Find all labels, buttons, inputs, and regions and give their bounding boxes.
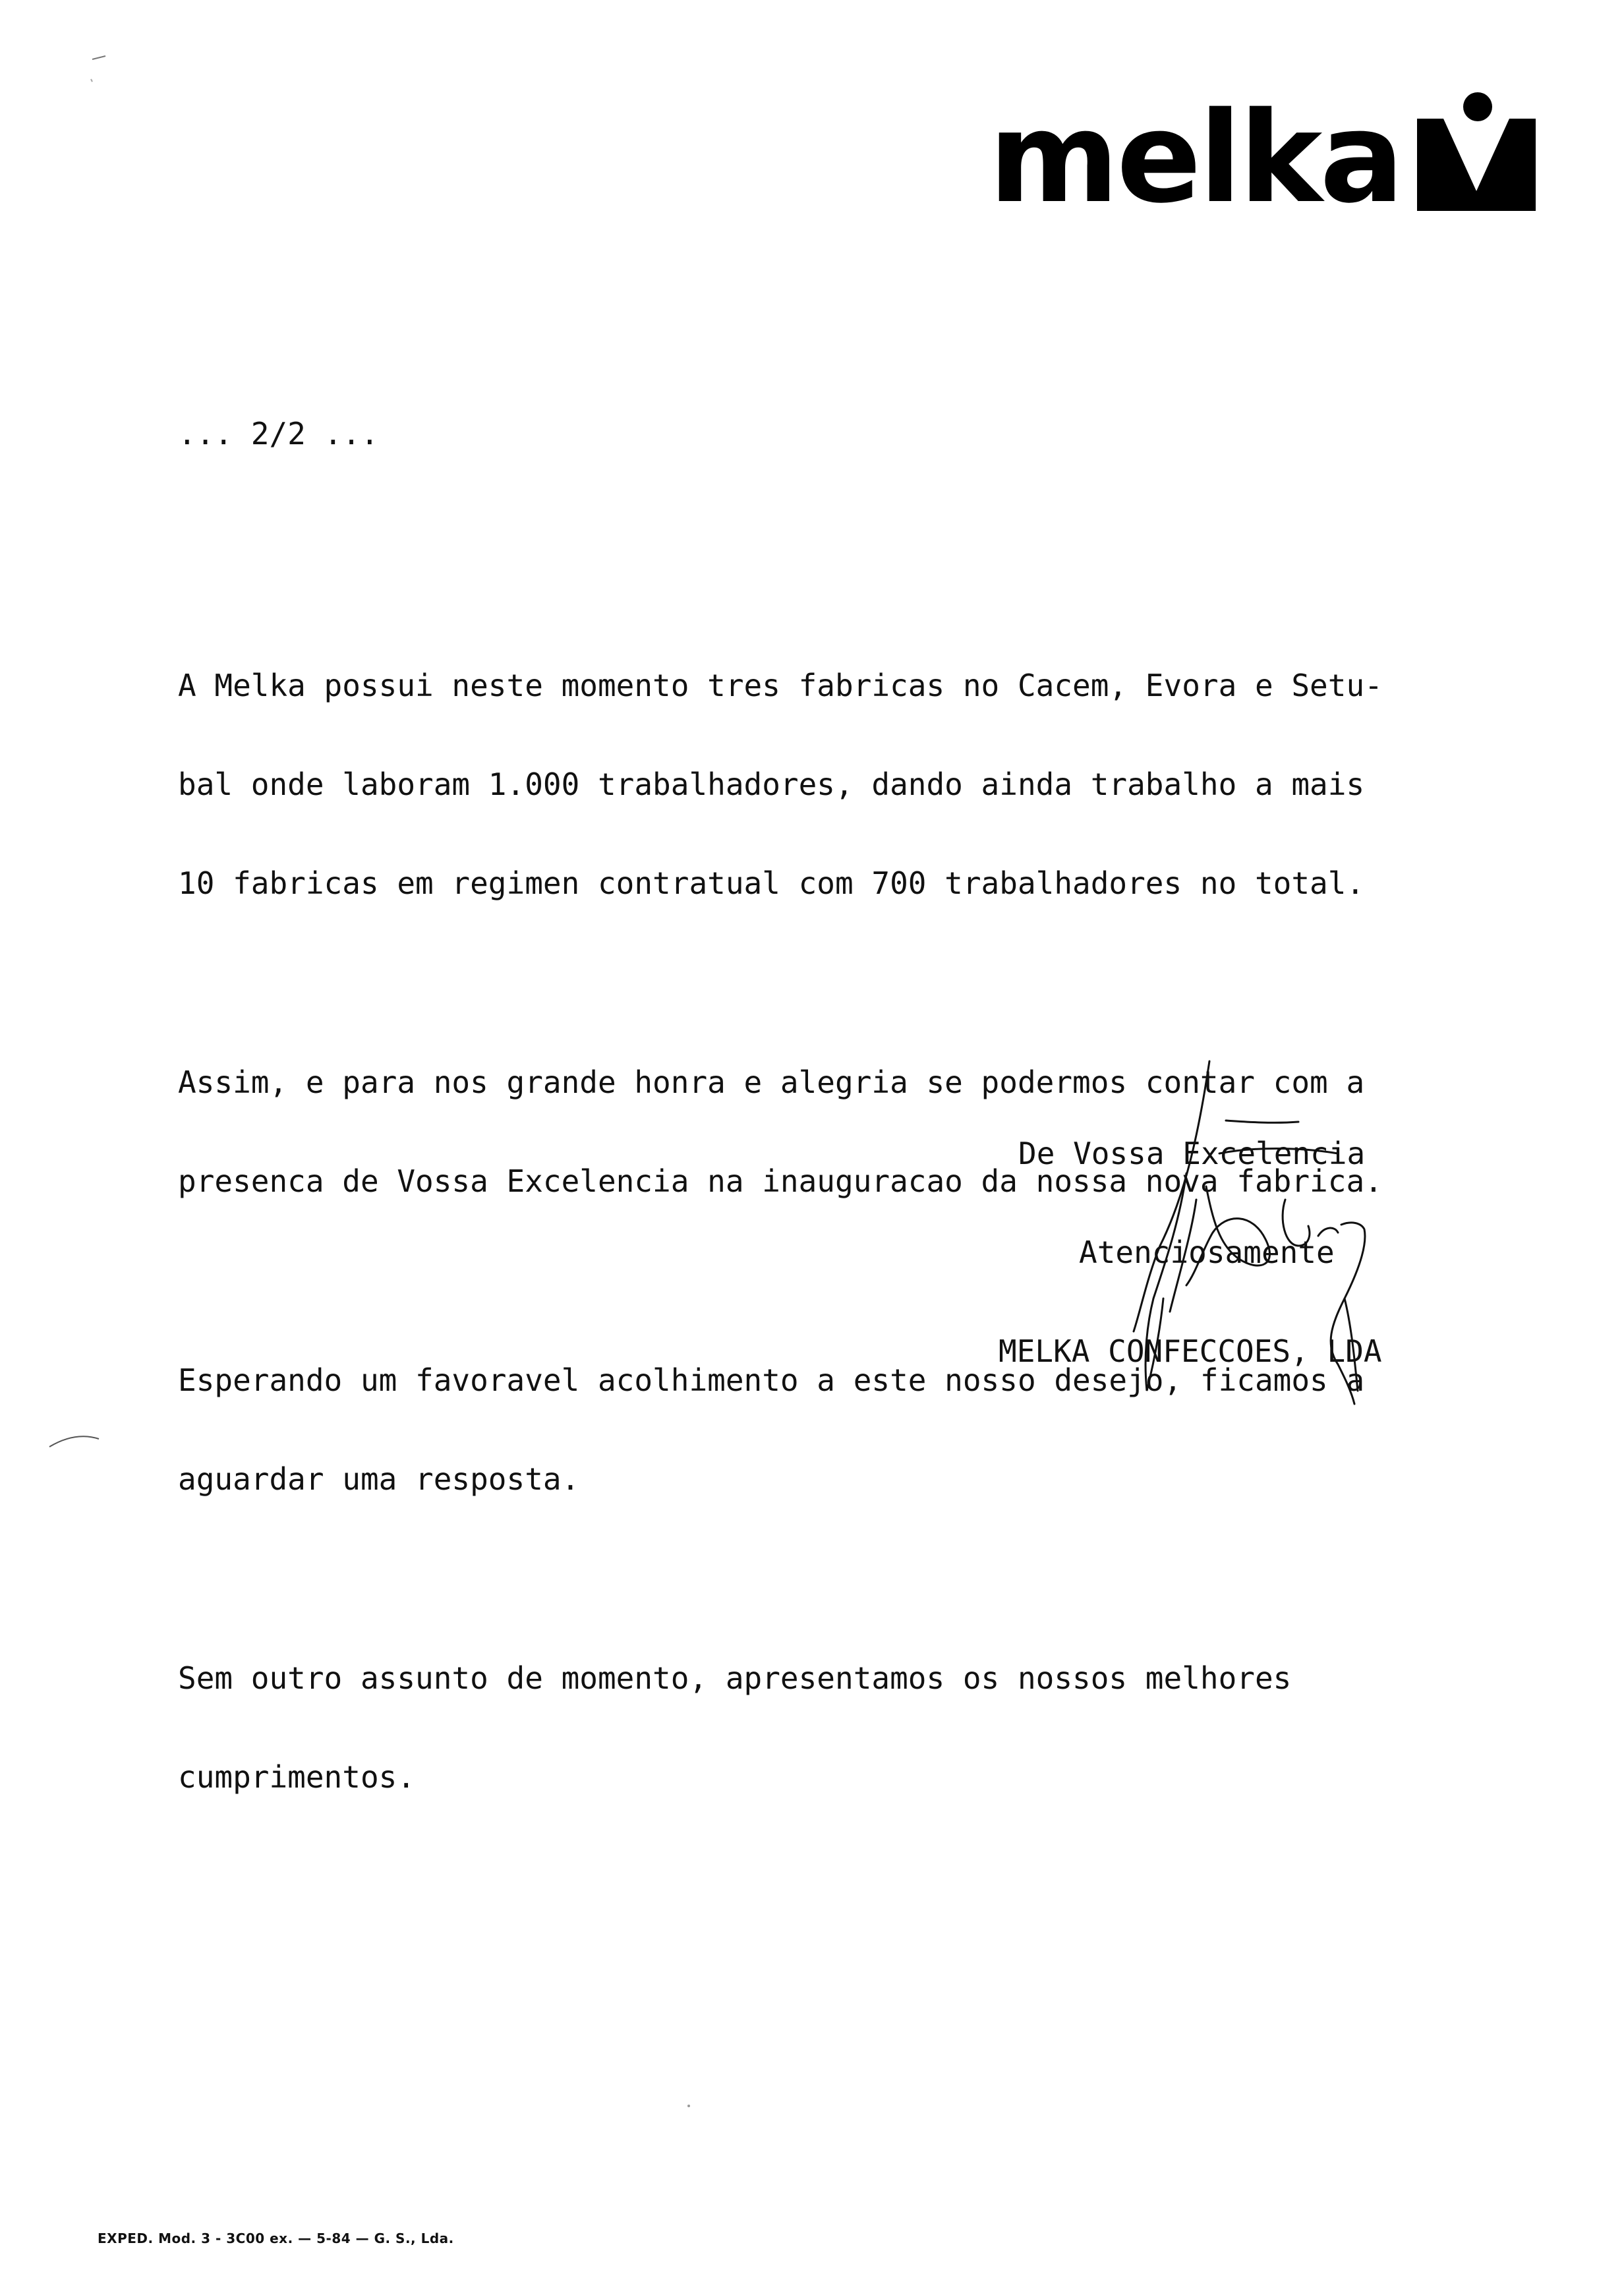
handwritten-signature — [1081, 1048, 1424, 1417]
footer-print-reference: EXPED. Mod. 3 - 3C00 ex. — 5-84 — G. S., Lda. — [98, 2230, 454, 2246]
paragraph-greetings — [178, 1596, 1496, 1859]
body-line: aguardar uma resposta. — [178, 1461, 580, 1497]
body-line: A Melka possui neste momento tres fabricas no Cacem, Evora e Setu- — [178, 668, 1383, 703]
body-line: Assim, e para nos grande honra e alegria se podermos contar com a — [178, 1064, 1365, 1100]
body-line: cumprimentos. — [178, 1759, 416, 1795]
body-line: 10 fabricas em regimen contratual com 700 trabalhadores no total. — [178, 865, 1365, 901]
page-number: ... 2/2 ... — [178, 416, 379, 452]
scan-mark — [685, 2103, 692, 2109]
body-line: presenca de Vossa Excelencia na inauguracao da nossa nova fabrica. — [178, 1163, 1383, 1199]
melka-logo — [989, 85, 1536, 231]
paragraph-factories — [178, 603, 1496, 966]
logo-emblem-icon — [1417, 92, 1536, 211]
body-line: bal onde laboram 1.000 trabalhadores, dando ainda trabalho a mais — [178, 767, 1365, 802]
closing-company: MELKA CONFECCOES, LDA — [999, 1333, 1382, 1369]
scan-mark — [86, 53, 119, 92]
closing-sign-off: Atenciosamente — [1079, 1235, 1335, 1270]
body-line: Esperando um favoravel acolhimento a este nosso desejo, ficamos a — [178, 1362, 1365, 1398]
scan-mark — [46, 1427, 105, 1453]
closing-salutation: De Vossa Excelencia — [1018, 1136, 1366, 1171]
body-line: Sem outro assunto de momento, apresentamos os nossos melhores — [178, 1660, 1292, 1696]
logo-wordmark: melka — [989, 85, 1402, 231]
